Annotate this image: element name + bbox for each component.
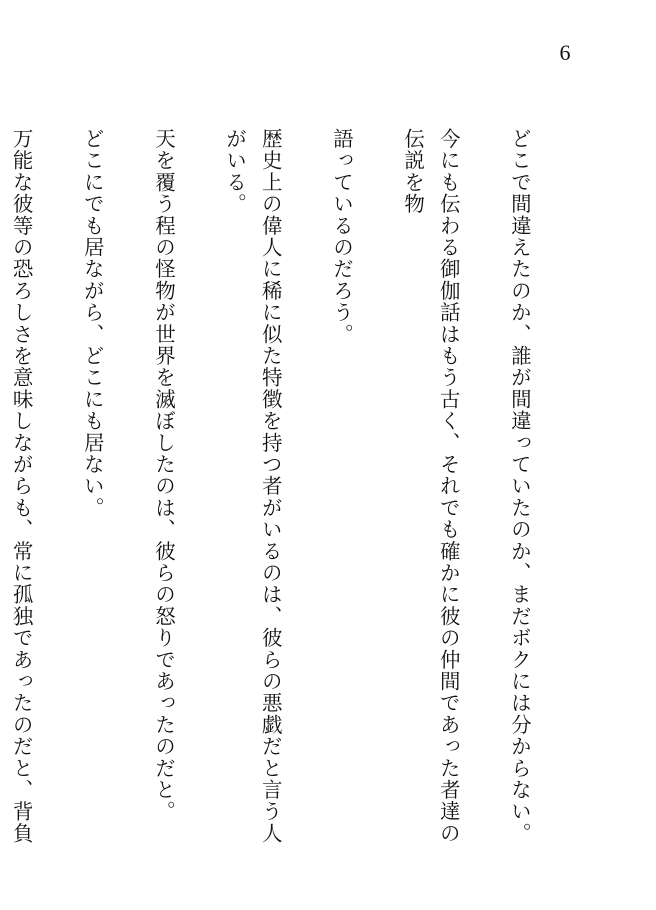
body-text xyxy=(0,128,572,864)
text-line: 万能な彼等の恐ろしさを意味しながらも、常に孤独であったのだと、背負 xyxy=(9,128,34,845)
text-line: 語っているのだろう。 xyxy=(329,128,354,345)
text-line: 歴史上の偉人に稀に似た特徴を持つ者がいるのは、彼らの悪戯だと言う人がいる。 xyxy=(222,128,283,845)
text-line: どこにでも居ながら、どこにも居ない。 xyxy=(80,128,105,519)
text-line: 今にも伝わる御伽話はもう古く、それでも確かに彼の仲間であった者達の伝説を物 xyxy=(400,128,461,845)
text-line: 天を覆う程の怪物が世界を滅ぼしたのは、彼らの怒りであったのだと。 xyxy=(151,128,176,823)
text-line: どこで間違えたのか、誰が間違っていたのか、まだボクには分からない。 xyxy=(507,128,532,845)
page-number: 6 xyxy=(559,40,571,65)
